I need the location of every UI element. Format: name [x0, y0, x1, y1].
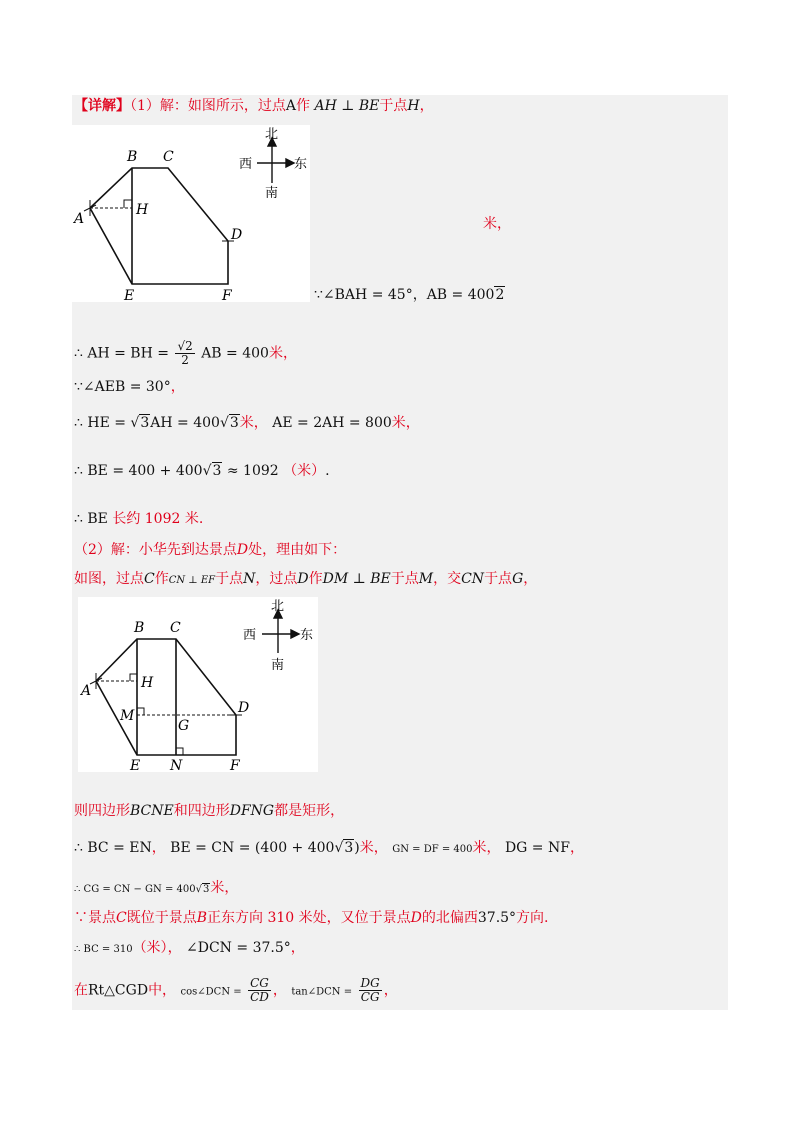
svg-text:西: 西	[243, 628, 257, 643]
svg-text:E: E	[124, 288, 135, 302]
svg-text:C: C	[163, 149, 174, 165]
line-conclusion: ∴ BE 长约 1092 米.	[74, 511, 204, 527]
svg-text:西: 西	[239, 157, 253, 172]
because-bah: ∵∠BAH = 45°，AB = 4002	[314, 287, 505, 303]
detail-tag: 【详解】	[74, 98, 130, 114]
svg-text:A: A	[81, 683, 92, 699]
svg-text:B: B	[127, 149, 138, 165]
svg-text:南: 南	[265, 186, 279, 201]
figure-1	[72, 125, 310, 302]
eq-line-1: ∴ BC = EN， BE = CN = (400 + 400√3)米， GN = DF = 400米， DG = NF，	[74, 840, 584, 856]
svg-text:B: B	[134, 620, 145, 636]
eq-bc-310: ∴ BC = 310（米）， ∠DCN = 37.5°，	[74, 940, 305, 956]
part2-construction: 如图，过点C作CN ⊥ EF于点N，过点D作DM ⊥ BE于点M，交CN于点G，	[74, 571, 538, 587]
svg-text:N: N	[170, 758, 183, 772]
because-scenic: ∵景点C既位于景点B正东方向 310 米处，又位于景点D的北偏西37.5°方向.	[74, 910, 549, 926]
svg-text:G: G	[178, 718, 190, 734]
eq-cg: ∴ CG = CN − GN = 400√3米，	[74, 880, 239, 896]
svg-text:M: M	[120, 708, 135, 724]
svg-text:北: 北	[265, 127, 279, 142]
svg-text:东: 东	[294, 157, 308, 172]
svg-text:E: E	[130, 758, 141, 772]
line-be: ∴ BE = 400 + 400√3 ≈ 1092 （米）.	[74, 463, 330, 479]
svg-text:D: D	[231, 227, 243, 243]
svg-text:C: C	[170, 620, 181, 636]
part2-heading: （2）解：小华先到达景点D处，理由如下：	[74, 542, 347, 558]
svg-text:H: H	[136, 202, 149, 218]
mi-note: 米，	[483, 216, 511, 232]
part1-heading: 【详解】（1）解：如图所示，过点A作 AH ⊥ BE于点H，	[74, 98, 434, 114]
rt-triangle-line: 在Rt△CGD中， cos∠DCN = $\frac{CG}{CD}$ ， tan∠DCN = $\frac{DG}{CG}$ ，	[74, 976, 398, 1004]
svg-text:A: A	[74, 211, 85, 227]
svg-text:D: D	[238, 700, 250, 716]
rect-statement: 则四边形BCNE和四边形DFNG都是矩形，	[74, 803, 345, 819]
svg-text:东: 东	[300, 628, 314, 643]
line-ah-bh: ∴ AH = BH = $\frac{√2}{2}$ AB = 400米，	[74, 339, 297, 367]
figure-2	[78, 597, 318, 772]
svg-text:F: F	[230, 758, 240, 772]
because-aeb: ∵∠AEB = 30°，	[74, 379, 185, 395]
svg-text:F: F	[222, 288, 232, 302]
svg-text:H: H	[141, 675, 154, 691]
svg-text:南: 南	[271, 658, 285, 673]
svg-text:北: 北	[271, 599, 285, 614]
line-he-ae: ∴ HE = √3AH = 400√3米， AE = 2AH = 800米，	[74, 415, 420, 431]
